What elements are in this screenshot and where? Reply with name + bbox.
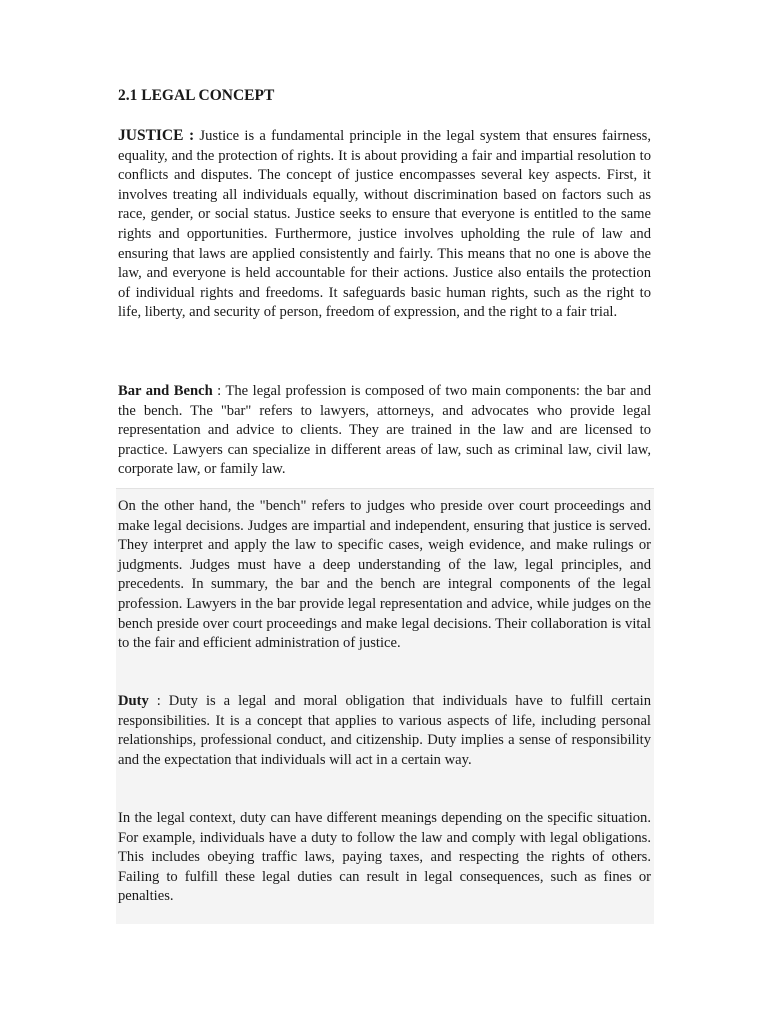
duty-paragraph <box>118 692 651 770</box>
duty-text: : Duty is a legal and moral obligation that individuals have to fulfill certain responsibilities. It is a concept that applies to various aspects of life, including personal relationships, professional conduct, and citizenship. Duty implies a sense of responsibility and the expectation that individuals will act in a certain way. <box>118 693 651 768</box>
justice-text: Justice is a fundamental principle in the legal system that ensures fairness, equality, and the protection of rights. It is about providing a fair and impartial resolution to conflicts and disputes. The concept of justice encompasses several key aspects. First, it involves treating all individuals equally, without discrimination based on factors such as race, gender, or social status. Justice seeks to ensure that everyone is entitled to the same rights and opportunities. Furthermore, justice involves upholding the rule of law and ensuring that laws are applied consistently and fairly. This means that no one is above the law, and everyone is held accountable for their actions. Justice also entails the protection of individual rights and freedoms. It safeguards basic human rights, such as the right to life, liberty, and security of person, freedom of expression, and the right to a fair trial. <box>118 128 651 321</box>
bar-and-bench-term: Bar and Bench <box>118 383 213 399</box>
bench-paragraph: On the other hand, the "bench" refers to judges who preside over court proceedings and make legal decisions. Judges are impartial and independent, ensuring that justice is served. They interpret and apply the law to specific cases, weigh evidence, and make rulings or judgments. Judges must have a deep understanding of the law, legal principles, and precedents. In summary, the bar and the bench are integral components of the legal profession. Lawyers in the bar provide legal representation and advice, while judges on the bench preside over court proceedings and make legal decisions. Their collaboration is vital to the fair and efficient administration of justice. <box>118 498 651 652</box>
justice-paragraph <box>118 126 651 323</box>
duty-term: Duty <box>118 693 149 709</box>
bar-and-bench-text: : The legal profession is composed of two main components: the bar and the bench. The "bar" refers to lawyers, attorneys, and advocates who provide legal representation and advice to clients. They are trained in the law and are licensed to practice. Lawyers can specialize in different areas of law, such as criminal law, civil law, corporate law, or family law. <box>118 383 651 478</box>
bar-and-bench-paragraph <box>118 382 651 480</box>
legal-context-paragraph: In the legal context, duty can have different meanings depending on the specific situation. For example, individuals have a duty to follow the law and comply with legal obligations. This includes obeying traffic laws, paying taxes, and respecting the rights of others. Failing to fulfill these legal duties can result in legal consequences, such as fines or penalties. <box>118 810 651 905</box>
justice-term: JUSTICE : <box>118 127 195 144</box>
section-heading: 2.1 LEGAL CONCEPT <box>118 87 275 104</box>
